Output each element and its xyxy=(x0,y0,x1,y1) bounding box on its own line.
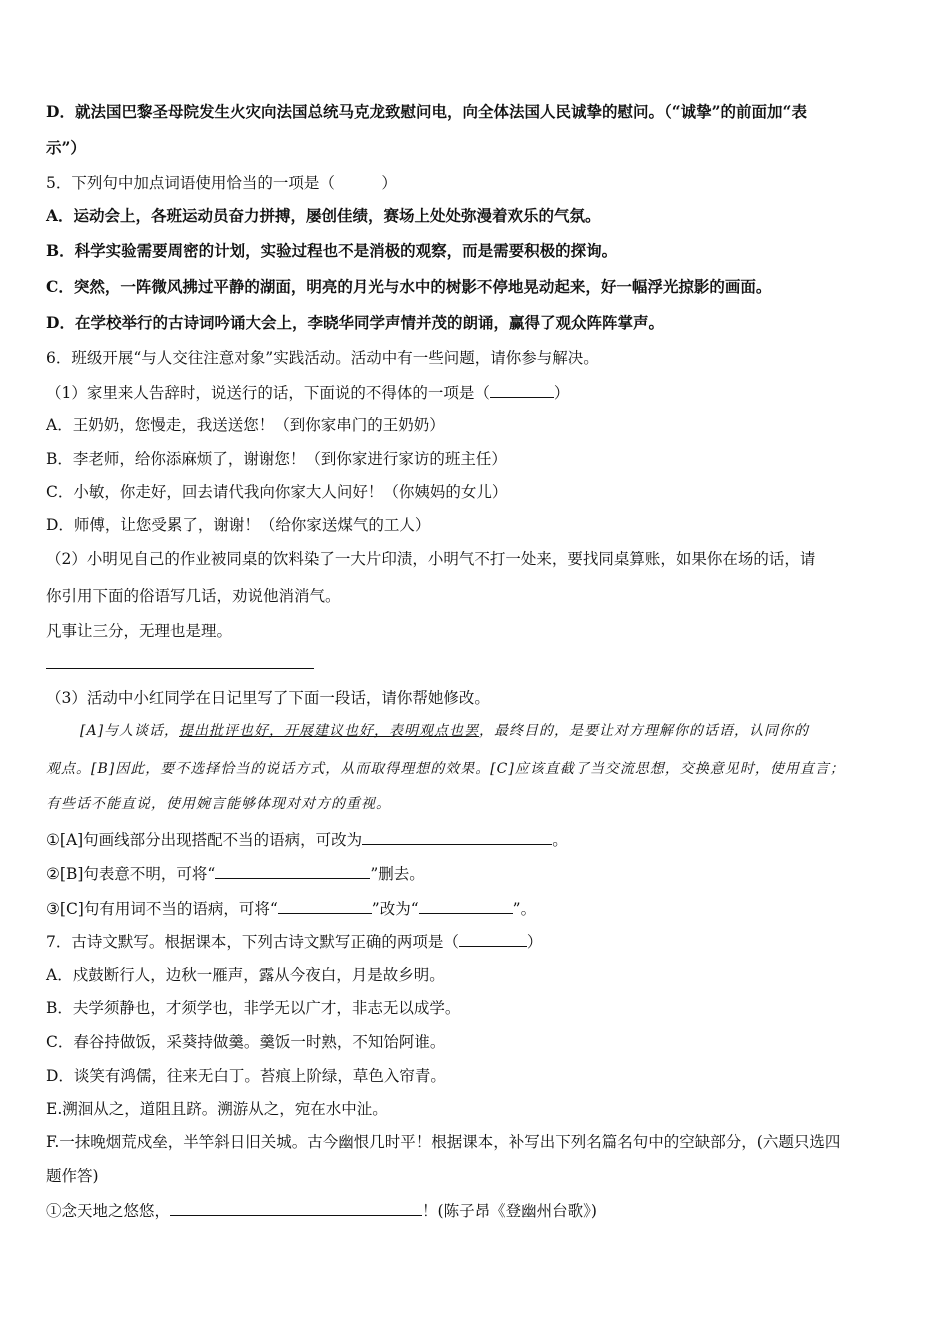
q6-part3-paragraph-line3: 有些话不能直说，使用婉言能够体现对对方的重视。 xyxy=(46,796,391,812)
answer-blank[interactable] xyxy=(490,381,554,398)
q6-part1-stem: （1）家里来人告辞时，说送行的话，下面说的不得体的一项是（ ） xyxy=(46,381,569,404)
q7-option-a: A．戍鼓断行人，边秋一雁声，露从今夜白，月是故乡明。 xyxy=(46,966,445,984)
q6-part3-q2: ②[B]句表意不明，可将“ ”删去。 xyxy=(46,862,425,885)
q5-option-b: B．科学实验需要周密的计划，实验过程也不是消极的观察，而是需要积极的探询。 xyxy=(46,241,618,260)
underlined-phrase: 提出批评也好，开展建议也好，表明观点也罢 xyxy=(179,723,480,739)
q7-option-b: B．夫学须静也，才须学也，非学无以广才，非志无以成学。 xyxy=(46,999,461,1017)
answer-blank[interactable] xyxy=(215,862,370,879)
q7-option-f-line1: F.一抹晚烟荒戍垒，半竿斜日旧关城。古今幽恨几时平！根据课本，补写出下列名篇名句中的空缺部分，(六题只选四 xyxy=(46,1133,841,1151)
q6-part1-option-c: C．小敏，你走好，回去请代我向你家大人问好！（你姨妈的女儿） xyxy=(46,483,508,501)
q4-option-d-line1: D．就法国巴黎圣母院发生火灾向法国总统马克龙致慰问电，向全体法国人民诚挚的慰问。（“诚挚”的前面加“表 xyxy=(46,102,807,121)
q6-part2-line2: 你引用下面的俗语写几话，劝说他消消气。 xyxy=(46,587,341,605)
q7-option-c: C．春谷持做饭，采葵持做羹。羹饭一时熟，不知饴阿谁。 xyxy=(46,1033,446,1051)
answer-line[interactable] xyxy=(46,668,314,669)
q6-stem: 6．班级开展“与人交往注意对象”实践活动。活动中有一些问题，请你参与解决。 xyxy=(46,349,599,367)
q5-stem: 5．下列句中加点词语使用恰当的一项是（ ） xyxy=(46,174,397,192)
q6-part2-line1: （2）小明见自己的作业被同桌的饮料染了一大片印渍，小明气不打一处来，要找同桌算账，如果你在场的话，请 xyxy=(46,550,816,568)
q6-part1-option-a: A．王奶奶，您慢走，我送送您！（到你家串门的王奶奶） xyxy=(46,416,445,434)
q7-fill-1: ①念天地之悠悠， ！(陈子昂《登幽州台歌》) xyxy=(46,1199,597,1222)
q5-option-c: C．突然，一阵微风拂过平静的湖面，明亮的月光与水中的树影不停地晃动起来，好一幅浮光掠影的画面。 xyxy=(46,277,772,296)
q7-option-d: D．谈笑有鸿儒，往来无白丁。苔痕上阶绿，草色入帘青。 xyxy=(46,1067,446,1085)
q7-stem: 7．古诗文默写。根据课本，下列古诗文默写正确的两项是（ ） xyxy=(46,930,542,953)
answer-blank[interactable] xyxy=(362,828,552,845)
q5-option-a: A．运动会上，各班运动员奋力拼搏，屡创佳绩，赛场上处处弥漫着欢乐的气氛。 xyxy=(46,206,601,225)
q7-option-f-line2: 题作答) xyxy=(46,1167,99,1185)
q6-part3-paragraph-line2: 观点。[B]因此，要不选择恰当的说话方式，从而取得理想的效果。[C]应该直截了当交流思想，交换意见时，使用直言； xyxy=(46,761,845,777)
q7-option-e: E.溯洄从之，道阻且跻。溯游从之，宛在水中沚。 xyxy=(46,1100,388,1118)
answer-blank[interactable] xyxy=(278,897,372,914)
q6-part1-option-d: D．师傅，让您受累了，谢谢！（给你家送煤气的工人） xyxy=(46,516,431,534)
answer-blank[interactable] xyxy=(170,1199,422,1216)
q6-part2-saying: 凡事让三分，无理也是理。 xyxy=(46,622,233,640)
q4-option-d-line2: 示”） xyxy=(46,138,86,157)
q6-part3-q3: ③[C]句有用词不当的语病，可将“ ”改为“ ”。 xyxy=(46,897,536,920)
q6-part3-paragraph-line1: [A]与人谈话，提出批评也好，开展建议也好，表明观点也罢，最终目的，是要让对方理解你的话语，认同你的 xyxy=(80,723,810,739)
answer-blank[interactable] xyxy=(459,930,527,947)
q5-option-d: D．在学校举行的古诗词吟诵大会上，李晓华同学声情并茂的朗诵，赢得了观众阵阵掌声。 xyxy=(46,313,664,332)
answer-blank[interactable] xyxy=(419,897,513,914)
q6-part3-stem: （3）活动中小红同学在日记里写了下面一段话，请你帮她修改。 xyxy=(46,689,490,707)
q6-part1-option-b: B．李老师，给你添麻烦了，谢谢您！（到你家进行家访的班主任） xyxy=(46,450,507,468)
q6-part3-q1: ①[A]句画线部分出现搭配不当的语病，可改为 。 xyxy=(46,828,568,851)
